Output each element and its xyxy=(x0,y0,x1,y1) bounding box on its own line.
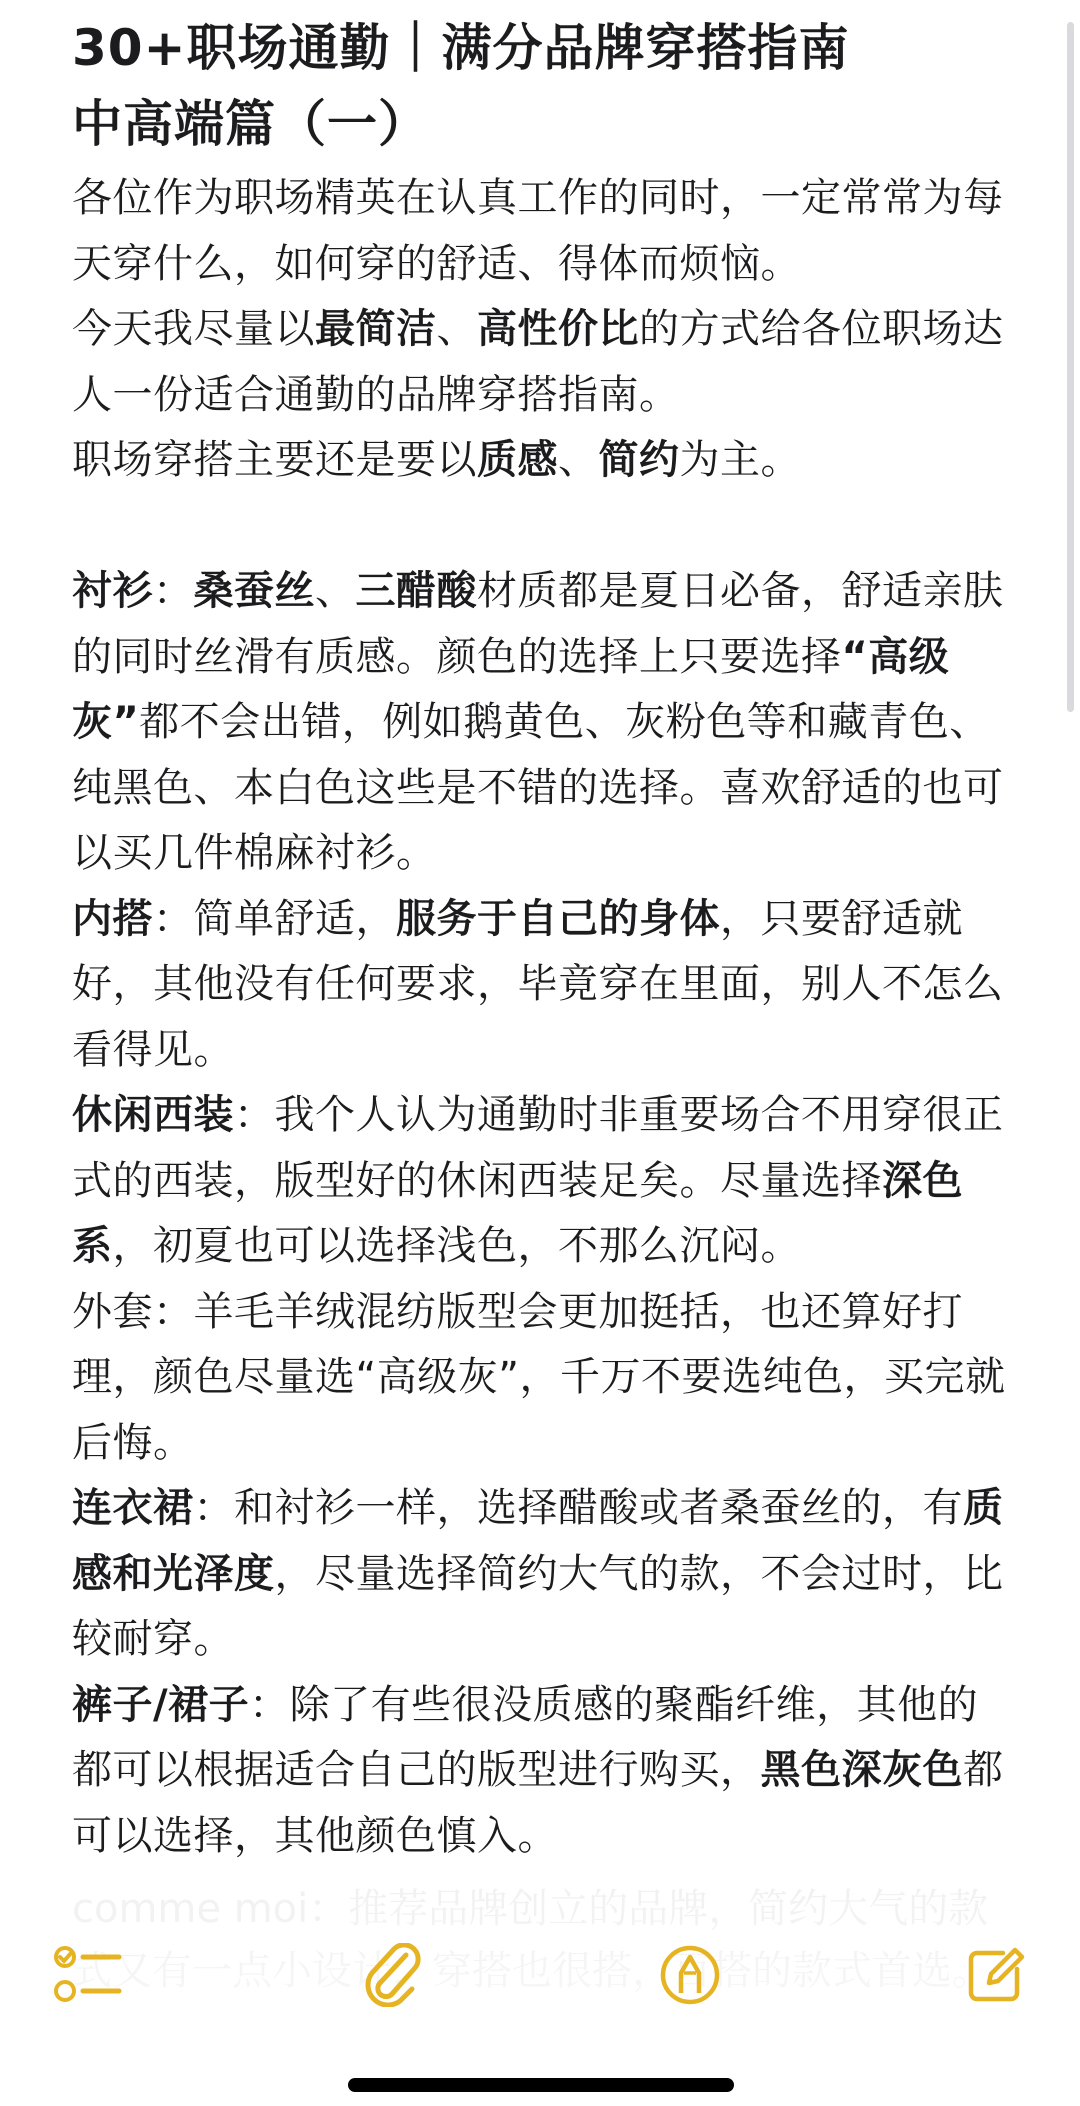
note-paragraph xyxy=(72,887,1012,1084)
text-run: 今天我尽量以 xyxy=(72,306,315,352)
note-body[interactable] xyxy=(72,166,1012,1869)
note-paragraph xyxy=(72,1673,1012,1870)
markup-button[interactable] xyxy=(650,1935,730,2015)
bold-text-run: 黑色深灰色 xyxy=(760,1747,963,1793)
text-run: 材质都是夏日必备，舒适亲肤的同时丝滑有质感。颜色的选择上只要选择 xyxy=(72,568,1004,680)
bold-text-run: 服务于自己的身体 xyxy=(396,895,720,942)
text-run: ： xyxy=(153,568,194,614)
text-run: 、 xyxy=(558,437,599,483)
bold-text-run: 质感 xyxy=(477,437,558,483)
checklist-icon xyxy=(53,1944,123,2006)
note-content[interactable] xyxy=(72,10,1012,1869)
bold-text-run: 裤子/裙子 xyxy=(72,1681,250,1728)
bottom-toolbar xyxy=(0,1935,1080,2025)
text-run: ：和衬衫一样，选择醋酸或者桑蚕丝的，有 xyxy=(193,1485,963,1531)
text-run: 、 xyxy=(315,568,356,614)
pen-markup-icon xyxy=(658,1943,722,2007)
text-run: 都可以选择，其他颜色慎入。 xyxy=(72,1747,1004,1859)
sections-block xyxy=(72,559,1012,1869)
text-run: ，尽量选择简约大气的款，不会过时，比较耐穿。 xyxy=(72,1550,1004,1662)
text-run: ：简单舒适， xyxy=(153,895,396,942)
attachment-button[interactable] xyxy=(352,1935,432,2015)
bold-text-run: 高性价比 xyxy=(477,306,639,352)
bold-text-run: “高级灰” xyxy=(72,633,950,745)
note-paragraph xyxy=(72,1083,1012,1280)
bold-text-run: 衬衫 xyxy=(72,568,153,614)
text-run: 外套：羊毛羊绒混纺版型会更加挺括，也还算好打理，颜色尽量选“高级灰”，千万不要选纯色，买完就后悔。 xyxy=(72,1288,1006,1466)
note-paragraph xyxy=(72,1280,1012,1477)
note-paragraph xyxy=(72,1476,1012,1673)
text-run: ：除了有些很没质感的聚酯纤维，其他的都可以根据适合自己的版型进行购买， xyxy=(72,1681,979,1793)
bold-text-run: 休闲西装 xyxy=(72,1092,234,1138)
note-paragraph xyxy=(72,297,1012,428)
note-paragraph xyxy=(72,559,1012,887)
text-run: 的方式给各位职场达人一份适合通勤的品牌穿搭指南。 xyxy=(72,306,1004,418)
text-run: 都不会出错，例如鹅黄色、灰粉色等和藏青色、纯黑色、本白色这些是不错的选择。喜欢舒适的也可以买几件棉麻衬衫。 xyxy=(72,699,1004,876)
note-title-line-2: 中高端篇（一） xyxy=(72,95,429,153)
bold-text-run: 质感和光泽度 xyxy=(72,1485,1004,1597)
bold-text-run: 简约 xyxy=(598,437,680,483)
paperclip-icon xyxy=(362,1943,422,2007)
bold-text-run: 连衣裙 xyxy=(72,1485,194,1531)
text-run: ，只要舒适就好，其他没有任何要求，毕竟穿在里面，别人不怎么看得见。 xyxy=(72,895,1004,1073)
text-run: 各位作为职场精英在认真工作的同时，一定常常为每天穿什么，如何穿的舒适、得体而烦恼。 xyxy=(72,175,1004,287)
note-title-line-1: 30+职场通勤｜满分品牌穿搭指南 xyxy=(72,19,850,77)
bold-text-run: 深色系 xyxy=(72,1157,963,1269)
blank-line xyxy=(72,494,1012,560)
bold-text-run: 三醋酸 xyxy=(355,568,477,614)
text-run: ：我个人认为通勤时非重要场合不用穿很正式的西装，版型好的休闲西装足矣。尽量选择 xyxy=(72,1092,1004,1204)
checklist-button[interactable] xyxy=(48,1935,128,2015)
text-run: 职场穿搭主要还是要以 xyxy=(72,437,477,483)
note-paragraph xyxy=(72,428,1012,494)
bold-text-run: 最简洁 xyxy=(315,306,437,352)
note-paragraph xyxy=(72,166,1012,297)
bold-text-run: 内搭 xyxy=(72,895,153,942)
home-indicator[interactable] xyxy=(348,2078,734,2092)
compose-icon xyxy=(963,1943,1027,2007)
text-run: ，初夏也可以选择浅色，不那么沉闷。 xyxy=(112,1223,801,1269)
text-run: 为主。 xyxy=(679,437,801,483)
intro-block xyxy=(72,166,1012,494)
bold-text-run: 桑蚕丝 xyxy=(193,568,315,614)
text-run: 、 xyxy=(436,306,477,352)
compose-button[interactable] xyxy=(955,1935,1035,2015)
scroll-indicator[interactable] xyxy=(1067,22,1074,712)
